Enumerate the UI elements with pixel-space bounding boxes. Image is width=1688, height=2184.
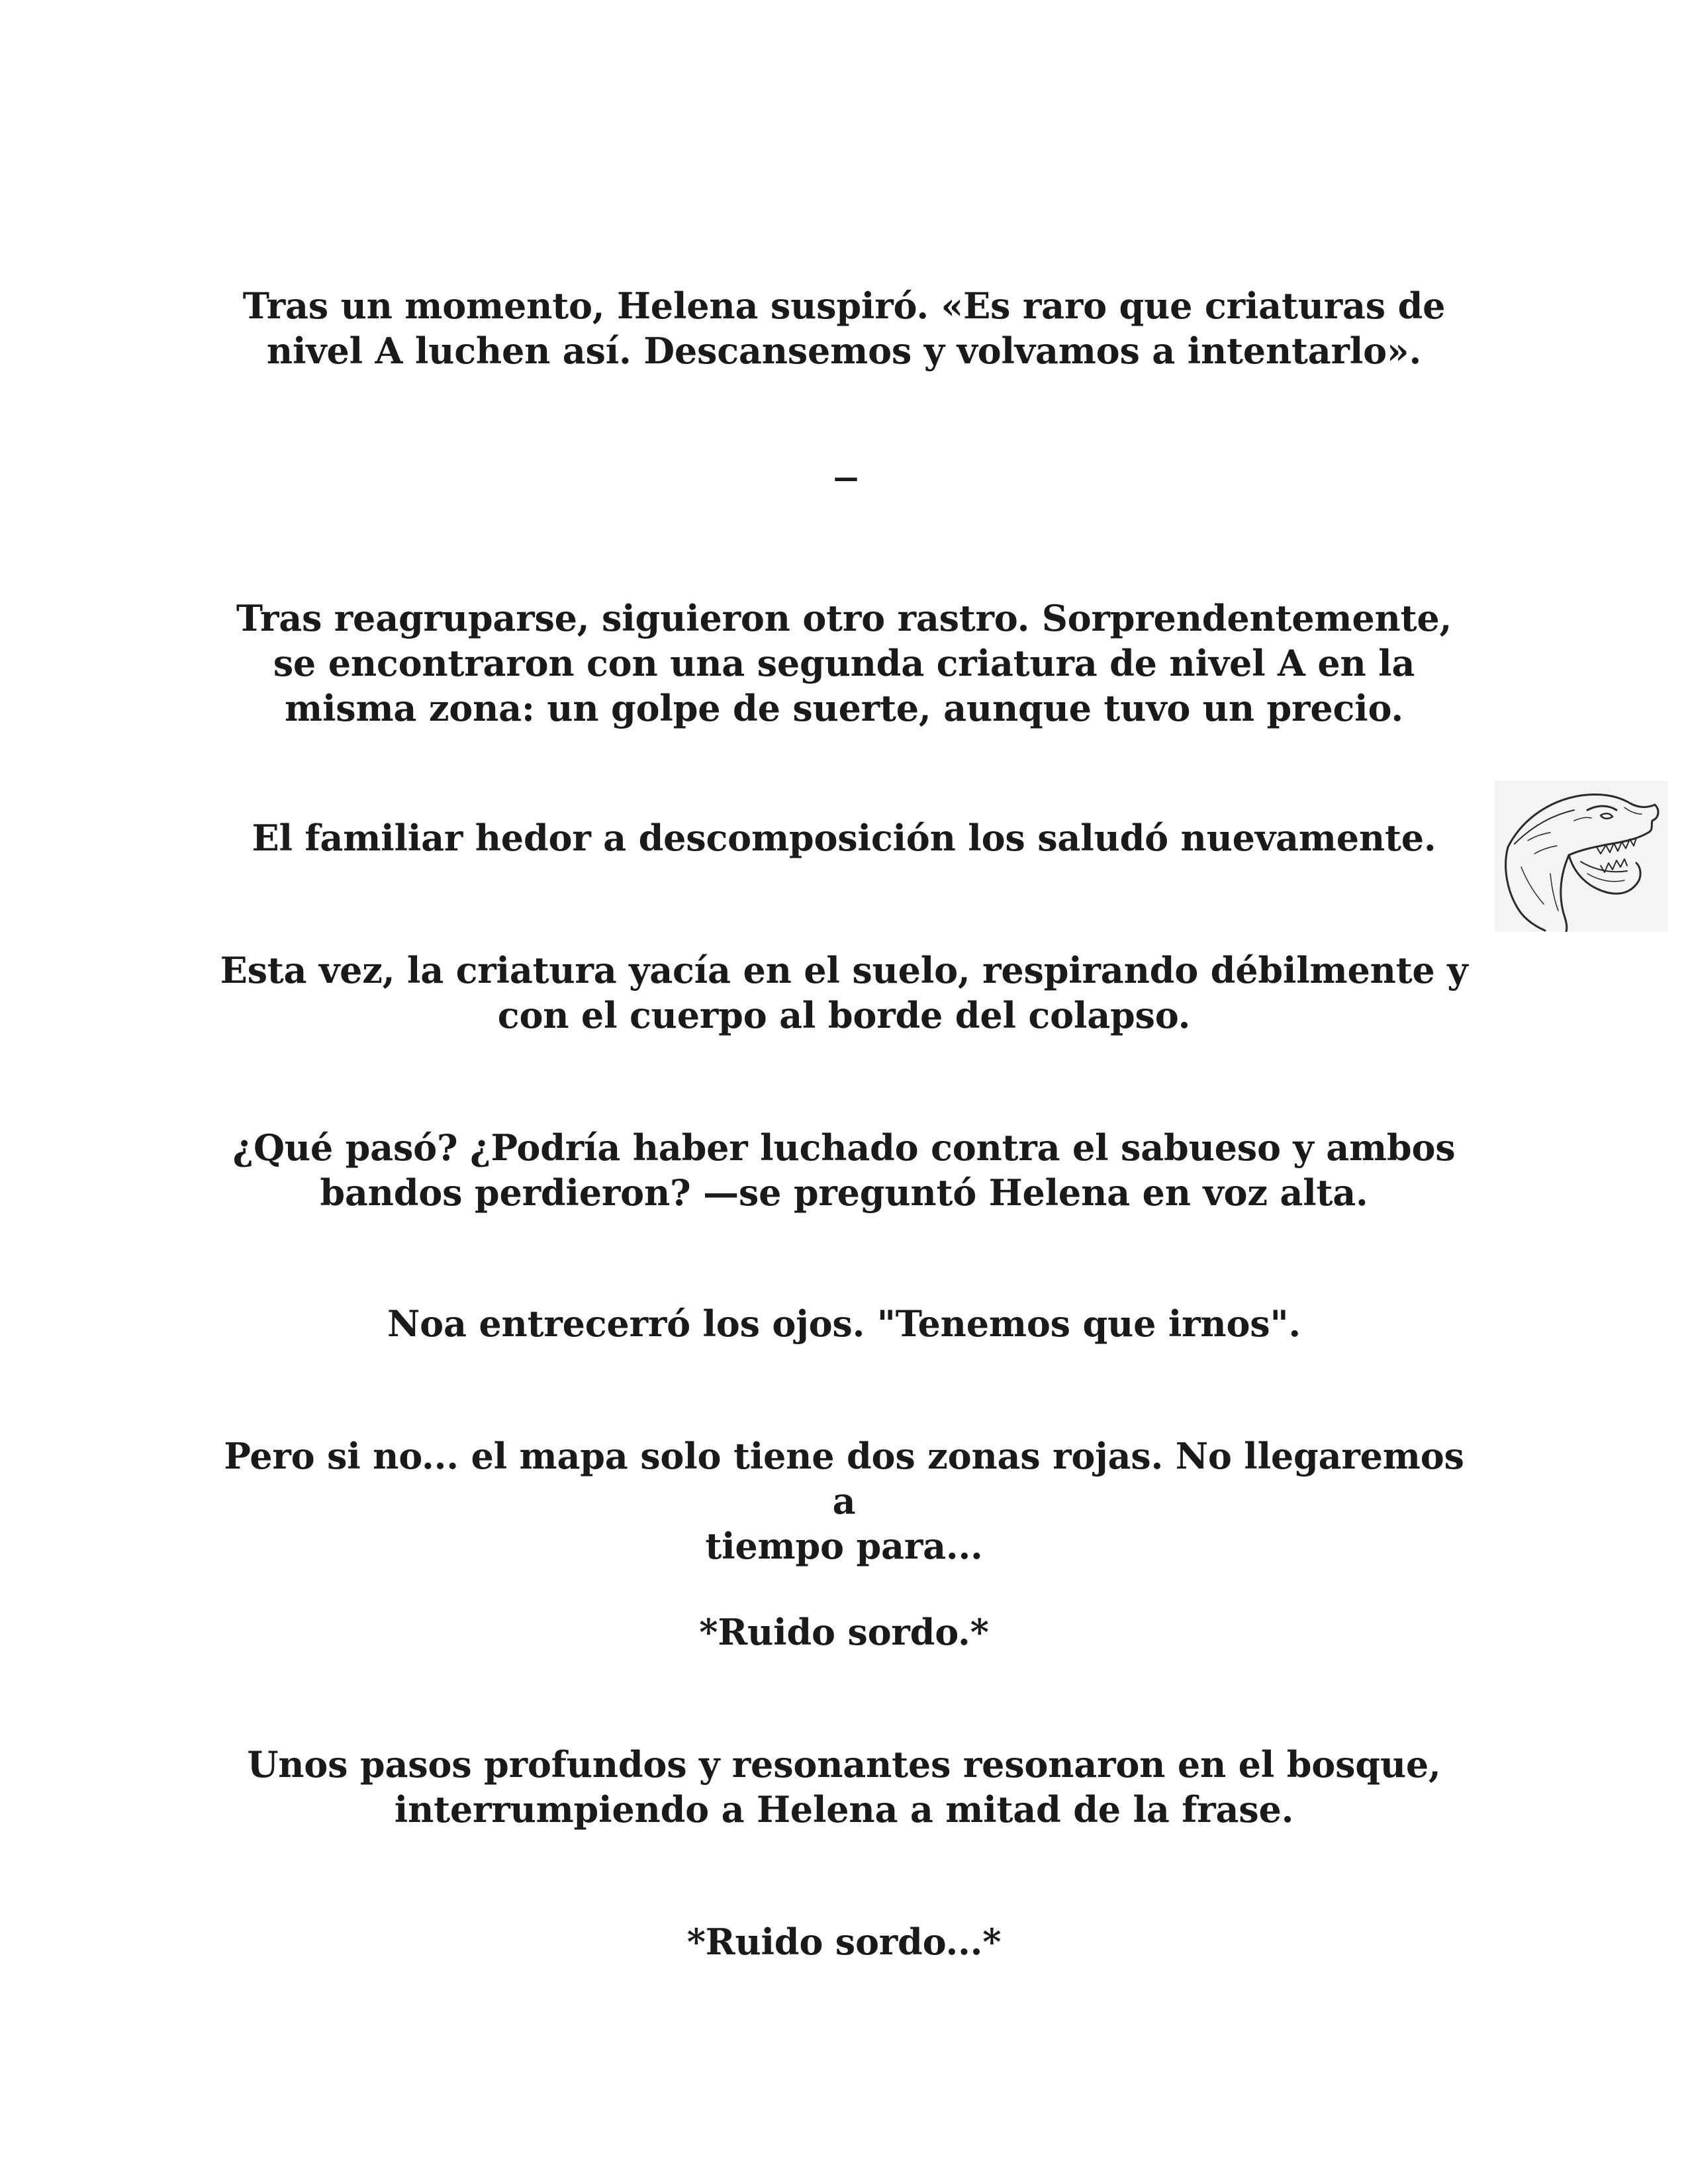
paragraph-helena-question: ¿Qué pasó? ¿Podría haber luchado contra el sabueso y ambos bandos perdieron? —se preguntó Helena en voz alta.: [232, 1126, 1456, 1214]
paragraph-helena-sigh: Tras un momento, Helena suspiró. «Es raro que criaturas de nivel A luchen así. Descansemos y volvamos a intentarlo».: [242, 285, 1446, 372]
section-divider: ---: [833, 462, 855, 493]
dinosaur-head-sketch-icon: [1495, 781, 1668, 932]
paragraph-footsteps: Unos pasos profundos y resonantes resonaron en el bosque, interrumpiendo a Helena a mitad de la frase.: [247, 1743, 1441, 1831]
paragraph-noa: Noa entrecerró los ojos. "Tenemos que irnos".: [387, 1302, 1301, 1345]
paragraph-stench: El familiar hedor a descomposición los saludó nuevamente.: [252, 817, 1436, 859]
paragraph-regroup: Tras reagruparse, siguieron otro rastro. Sorprendentemente, se encontraron con una segunda criatura de nivel A en la misma zona: un golpe de suerte, aunque tuvo un precio.: [236, 597, 1452, 729]
paragraph-thud-1: *Ruido sordo.*: [699, 1611, 989, 1653]
paragraph-thud-2: *Ruido sordo...*: [686, 1921, 1002, 1963]
paragraph-creature-ground: Esta vez, la criatura yacía en el suelo, respirando débilmente y con el cuerpo al borde del colapso.: [220, 949, 1468, 1036]
paragraph-map: Pero si no... el mapa solo tiene dos zonas rojas. No llegaremos a tiempo para...: [224, 1435, 1464, 1567]
